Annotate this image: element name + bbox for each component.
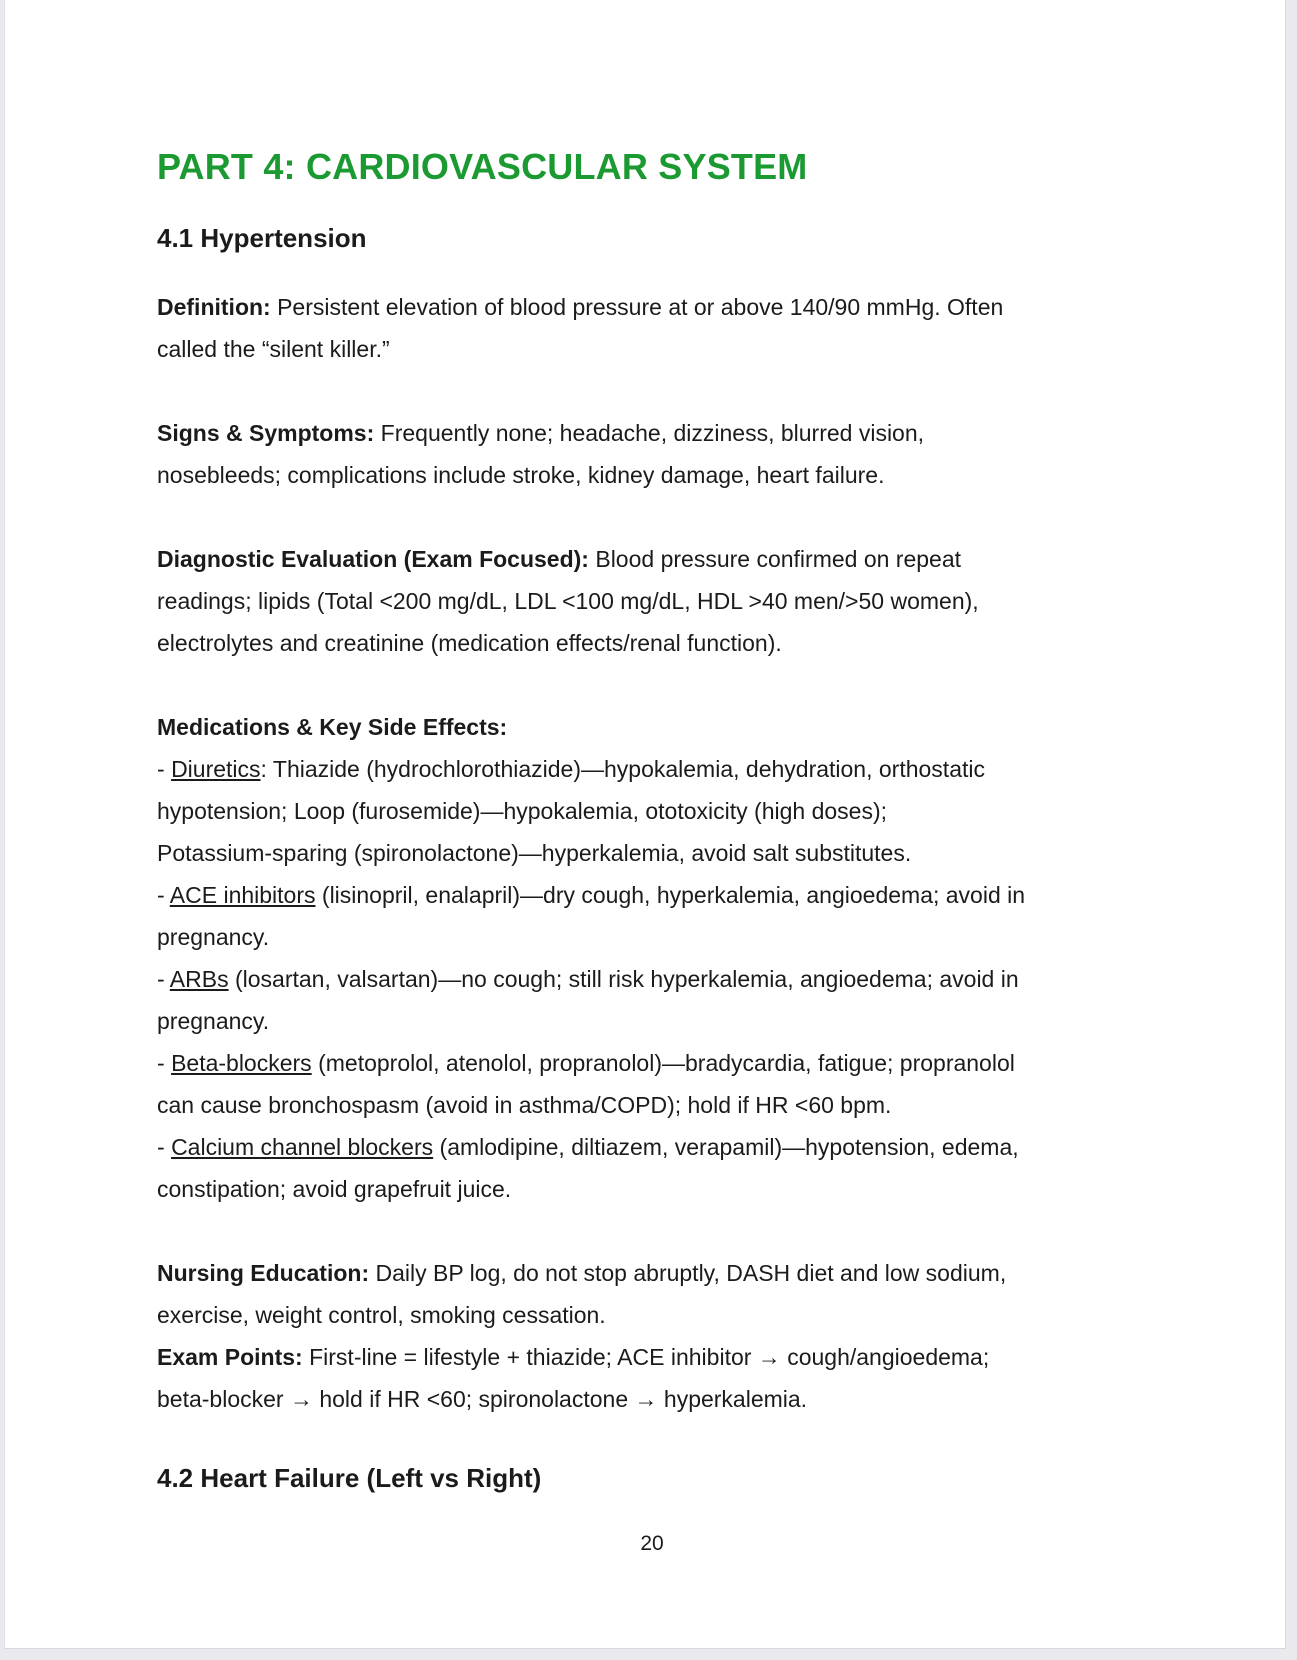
bold-label: Exam Points: bbox=[157, 1344, 303, 1370]
text-run: Blood pressure confirmed on repeat bbox=[588, 546, 962, 572]
text-run: exercise, weight control, smoking cessation. bbox=[157, 1302, 606, 1328]
section-heading-4-2: 4.2 Heart Failure (Left vs Right) bbox=[157, 1463, 542, 1493]
text-run: - bbox=[157, 756, 172, 782]
signs-symptoms-paragraph bbox=[157, 412, 1175, 496]
text-run: (losartan, valsartan)—no cough; still risk hyperkalemia, angioedema; avoid in bbox=[228, 966, 1019, 992]
underlined-term: Diuretics bbox=[171, 756, 261, 782]
text-run: can cause bronchospasm (avoid in asthma/COPD); hold if HR <60 bpm. bbox=[157, 1092, 892, 1118]
text-run: Daily BP log, do not stop abruptly, DASH diet and low sodium, bbox=[369, 1260, 1007, 1286]
section-heading-4-1: 4.1 Hypertension bbox=[157, 223, 367, 253]
underlined-term: Beta-blockers bbox=[171, 1050, 312, 1076]
text-run: electrolytes and creatinine (medication effects/renal function). bbox=[157, 630, 782, 656]
text-run: Persistent elevation of blood pressure at or above 140/90 mmHg. Often bbox=[270, 294, 1004, 320]
text-run: (metoprolol, atenolol, propranolol)—bradycardia, fatigue; propranolol bbox=[311, 1050, 1015, 1076]
medications-side-effects-paragraph bbox=[157, 706, 1175, 1210]
text-run: Potassium-sparing (spironolactone)—hyperkalemia, avoid salt substitutes. bbox=[157, 840, 912, 866]
text-run: readings; lipids (Total <200 mg/dL, LDL <100 mg/dL, HDL >40 men/>50 women), bbox=[157, 588, 979, 614]
bold-label: Definition: bbox=[157, 294, 271, 320]
text-run: : Thiazide (hydrochlorothiazide)—hypokalemia, dehydration, orthostatic bbox=[260, 756, 985, 782]
text-run: - bbox=[157, 882, 170, 908]
text-run: called the “silent killer.” bbox=[157, 336, 390, 362]
text-run: constipation; avoid grapefruit juice. bbox=[157, 1176, 512, 1202]
bold-label: Medications & Key Side Effects: bbox=[157, 714, 508, 740]
text-run: nosebleeds; complications include stroke, kidney damage, heart failure. bbox=[157, 462, 885, 488]
underlined-term: Calcium channel blockers bbox=[171, 1134, 434, 1160]
document-page bbox=[4, 0, 1286, 1649]
part-title: PART 4: CARDIOVASCULAR SYSTEM bbox=[157, 146, 808, 187]
bold-label: Signs & Symptoms: bbox=[157, 420, 375, 446]
text-run: (lisinopril, enalapril)—dry cough, hyperkalemia, angioedema; avoid in bbox=[315, 882, 1026, 908]
underlined-term: ACE inhibitors bbox=[169, 882, 316, 908]
text-run: hypotension; Loop (furosemide)—hypokalemia, ototoxicity (high doses); bbox=[157, 798, 887, 824]
text-run: (amlodipine, diltiazem, verapamil)—hypotension, edema, bbox=[433, 1134, 1019, 1160]
document-content bbox=[5, 0, 1175, 1565]
diagnostic-evaluation-paragraph bbox=[157, 538, 1175, 664]
text-run: pregnancy. bbox=[157, 1008, 270, 1034]
text-run: - bbox=[157, 1050, 172, 1076]
definition-paragraph bbox=[157, 286, 1175, 370]
text-run: - bbox=[157, 966, 170, 992]
text-run: - bbox=[157, 1134, 172, 1160]
bold-label: Nursing Education: bbox=[157, 1260, 370, 1286]
text-run: First-line = lifestyle + thiazide; ACE inhibitor → cough/angioedema; bbox=[302, 1344, 990, 1370]
text-run: beta-blocker → hold if HR <60; spironolactone → hyperkalemia. bbox=[157, 1386, 808, 1412]
underlined-term: ARBs bbox=[169, 966, 229, 992]
text-run: pregnancy. bbox=[157, 924, 270, 950]
page-number: 20 bbox=[640, 1532, 664, 1555]
nursing-education-exam-points-paragraph bbox=[157, 1252, 1175, 1420]
bold-label: Diagnostic Evaluation (Exam Focused): bbox=[157, 546, 589, 572]
text-run: Frequently none; headache, dizziness, blurred vision, bbox=[374, 420, 925, 446]
